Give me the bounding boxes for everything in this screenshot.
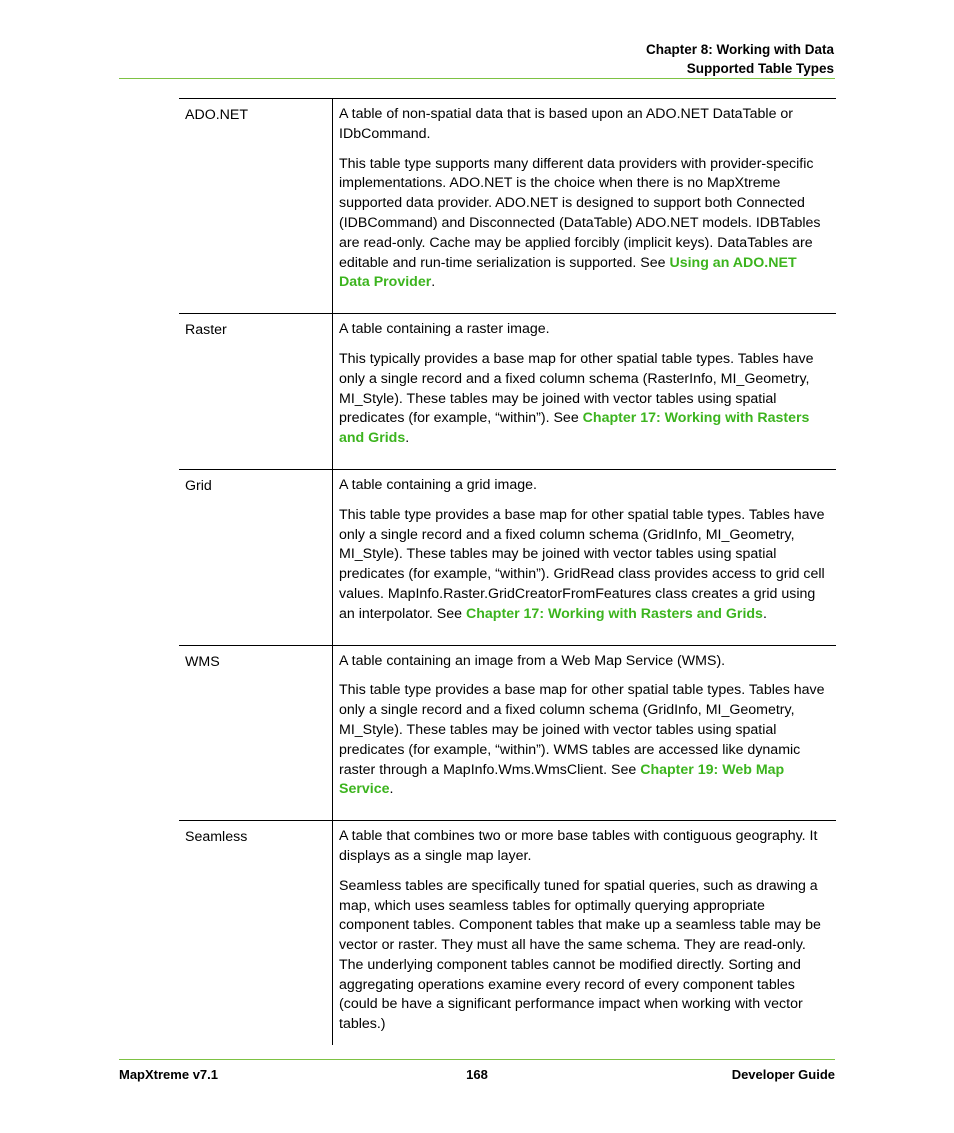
table-type-description (333, 821, 836, 1045)
page-header (334, 40, 834, 78)
cross-reference-link[interactable]: Using an ADO.NET Data Provider (339, 254, 797, 291)
table-types-table (179, 98, 836, 1045)
table-row-raster (179, 314, 836, 470)
summary-text: A table that combines two or more base tables with contiguous geography. It displays as a single map layer. (339, 828, 818, 864)
detail-text: This typically provides a base map for other spatial table types. Tables have only a single record and a fixed column schema (RasterInfo, MI_Geometry, MI_Style). These tables may be joined with vector tables using spatial predicates (for example, “within”). See Chapter 17: Working with Rasters and Grids. (339, 350, 814, 447)
summary-text: A table containing a grid image. (339, 476, 537, 493)
detail-text: This table type provides a base map for other spatial table types. Tables have only a single record and a fixed column schema (GridInfo, MI_Geometry, MI_Style). These tables may be joined with vector tables using spatial predicates (for example, “within”). WMS tables are accessed like dynamic raster through a MapInfo.Wms.WmsClient. See Chapter 19: Web Map Service. (339, 682, 825, 798)
summary-text: A table containing a raster image. (339, 321, 550, 338)
table-type-name: WMS (179, 646, 333, 821)
table-row-grid (179, 470, 836, 646)
table-type-description (333, 99, 836, 313)
detail-text: Seamless tables are specifically tuned for spatial queries, such as drawing a map, which uses seamless tables for optimally querying appropriate component tables. Component tables that make up a seamless table may be vector or raster. They must all have the same schema. They are read-only. The underlying component tables cannot be modified directly. Sorting and aggregating operations examine every record of every component tables (could be have a significant performance impact when working with vector tables.) (339, 877, 821, 1033)
summary-text: A table containing an image from a Web Map Service (WMS). (339, 652, 726, 669)
table-row-wms (179, 646, 836, 822)
table-type-description (333, 646, 836, 821)
cross-reference-link[interactable]: Chapter 19: Web Map Service (339, 761, 785, 798)
header-rule (119, 78, 835, 79)
cross-reference-link[interactable]: Chapter 17: Working with Rasters and Grids (339, 410, 810, 447)
section-title: Supported Table Types (686, 61, 834, 76)
table-type-name: Grid (179, 470, 333, 645)
cross-reference-link[interactable]: Chapter 17: Working with Rasters and Grids (466, 605, 763, 622)
table-type-name: ADO.NET (179, 99, 333, 313)
product-name: MapXtreme v7.1 (119, 1067, 218, 1082)
table-row-ado-net (179, 99, 836, 314)
detail-text: This table type provides a base map for other spatial table types. Tables have only a single record and a fixed column schema (GridInfo, MI_Geometry, MI_Style). These tables may be joined with vector tables using spatial predicates (for example, “within”). GridRead class provides access to grid cell values. MapInfo.Raster.GridCreatorFromFeatures class creates a grid using an interpolator. See Chapter 17: Working with Rasters and Grids. (339, 506, 825, 622)
table-row-seamless (179, 821, 836, 1045)
chapter-title: Chapter 8: Working with Data (645, 42, 834, 57)
summary-text: A table of non-spatial data that is based upon an ADO.NET DataTable or IDbCommand. (339, 106, 794, 142)
table-type-description (333, 470, 836, 645)
table-type-description (333, 314, 836, 469)
footer-rule (119, 1059, 835, 1060)
guide-title: Developer Guide (731, 1067, 835, 1082)
detail-text: This table type supports many different data providers with provider-specific implementations. ADO.NET is the choice when there is no MapXtreme supported data provider. ADO.NET is designed to support both Connected (IDBCommand) and Disconnected (DataTable) ADO.NET models. IDBTables are read-only. Cache may be applied forcibly (implicit keys). DataTables are editable and run-time serialization is supported. See Using an ADO.NET Data Provider. (339, 155, 821, 291)
table-type-name: Seamless (179, 821, 333, 1045)
page-number: 168 (466, 1067, 488, 1082)
table-type-name: Raster (179, 314, 333, 469)
